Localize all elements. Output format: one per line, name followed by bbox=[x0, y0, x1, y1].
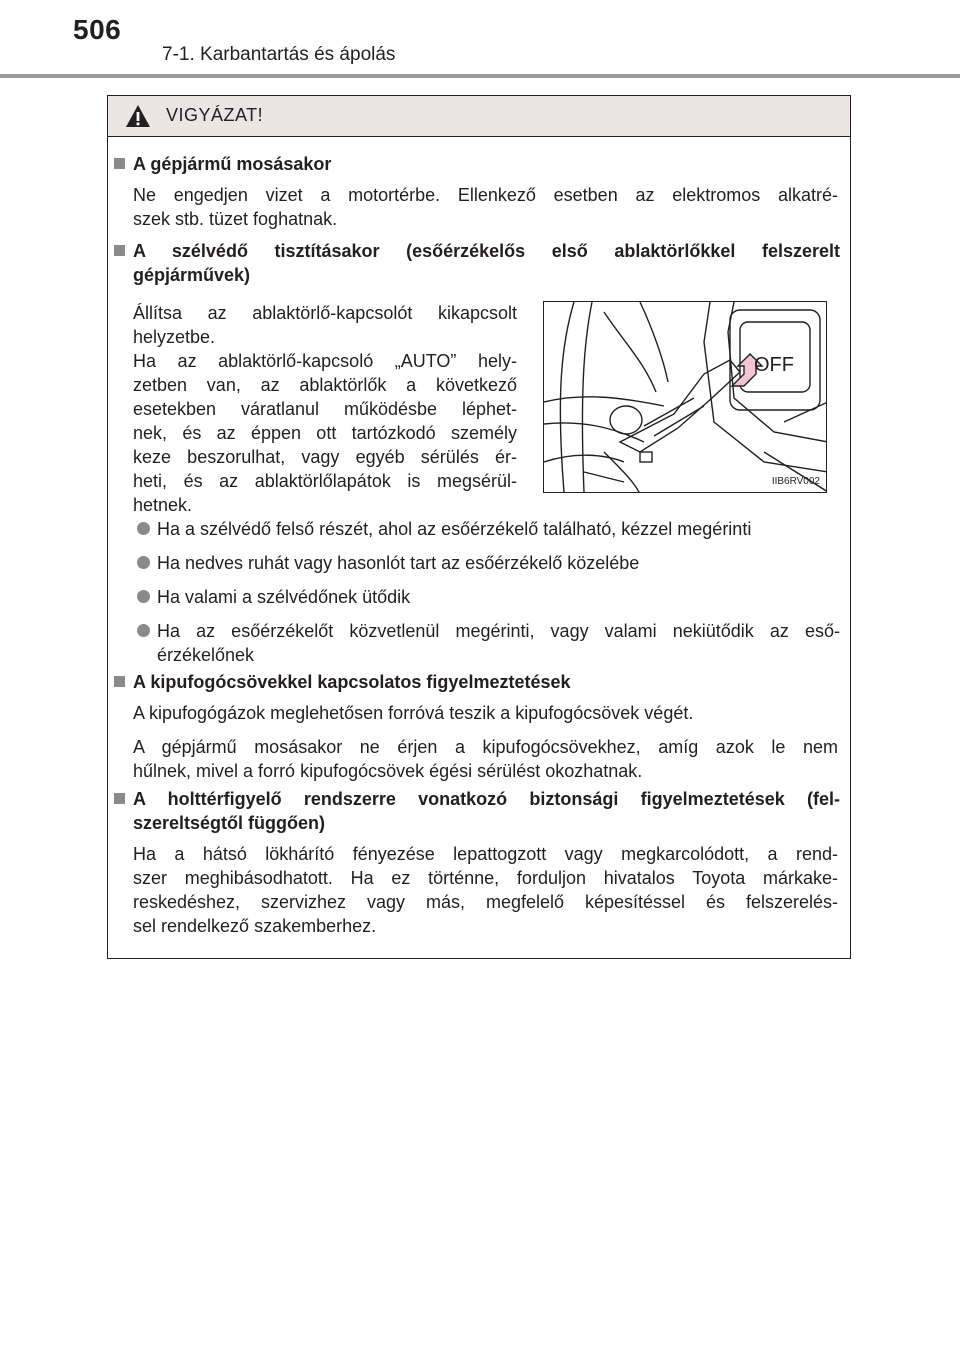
figure-code: IIB6RV002 bbox=[771, 476, 820, 487]
text-line: hűlnek, mivel a forró kipufogócsövek égési sérülést okozhatnak. bbox=[133, 761, 643, 781]
text-line: helyzetbe. bbox=[133, 327, 216, 347]
text-line: A gépjármű mosásakor ne érjen a kipufogócsövekhez, amíg azok le nem bbox=[133, 737, 838, 757]
off-label: OFF bbox=[754, 354, 794, 376]
text-line: heti, és az ablaktörlőlapátok is megsérül- bbox=[133, 471, 517, 491]
text-line: esetekben váratlanul működésbe léphet- bbox=[133, 399, 517, 419]
text-line: Állítsa az ablaktörlő-kapcsolót kikapcsolt bbox=[133, 303, 517, 323]
section-heading: A holttérfigyelő rendszerre vonatkozó biztonsági figyelmeztetések (fel- bbox=[133, 789, 840, 809]
square-bullet-icon bbox=[114, 676, 125, 687]
section-heading: szereltségtől függően) bbox=[133, 813, 326, 833]
page-number: 506 bbox=[73, 14, 122, 45]
bullet-text: Ha valami a szélvédőnek ütődik bbox=[157, 587, 411, 607]
caution-title: VIGYÁZAT! bbox=[166, 105, 264, 125]
text-line: hetnek. bbox=[133, 495, 193, 515]
square-bullet-icon bbox=[114, 793, 125, 804]
bullet-text: érzékelőnek bbox=[157, 645, 255, 665]
text-line: Ha az ablaktörlő-kapcsoló „AUTO” hely- bbox=[133, 351, 517, 371]
round-bullet-icon bbox=[137, 522, 150, 535]
section-heading: gépjárművek) bbox=[133, 265, 251, 285]
text-line: keze beszorulhat, vagy egyéb sérülés ér- bbox=[133, 447, 517, 467]
text-line: sel rendelkező szakemberhez. bbox=[133, 916, 377, 936]
bullet-text: Ha a szélvédő felső részét, ahol az esőérzékelő található, kézzel megérinti bbox=[157, 519, 752, 539]
section-title: 7-1. Karbantartás és ápolás bbox=[162, 44, 396, 65]
section-heading: A kipufogócsövekkel kapcsolatos figyelmeztetések bbox=[133, 672, 571, 692]
header-rule bbox=[0, 74, 960, 78]
text-line: szek stb. tüzet foghatnak. bbox=[133, 209, 338, 229]
caution-header bbox=[108, 96, 850, 137]
text-line: reskedéshez, szervizhez vagy más, megfelelő képesítéssel és felszerelés- bbox=[133, 892, 838, 912]
square-bullet-icon bbox=[114, 245, 125, 256]
steering-column-drawing bbox=[544, 302, 827, 493]
bullet-text: Ha nedves ruhát vagy hasonlót tart az esőérzékelő közelébe bbox=[157, 553, 640, 573]
bullet-text: Ha az esőérzékelőt közvetlenül megérinti, vagy valami nekiütődik az eső- bbox=[157, 621, 840, 641]
text-line: A kipufogógázok meglehetősen forróvá teszik a kipufogócsövek végét. bbox=[133, 703, 694, 723]
text-line: zetben van, az ablaktörlők a következő bbox=[133, 375, 517, 395]
warning-triangle-icon bbox=[125, 104, 151, 128]
round-bullet-icon bbox=[137, 590, 150, 603]
section-heading: A szélvédő tisztításakor (esőérzékelős első ablaktörlőkkel felszerelt bbox=[133, 241, 840, 261]
wiper-switch-illustration bbox=[543, 301, 827, 493]
section-heading: A gépjármű mosásakor bbox=[133, 154, 332, 174]
text-line: szer meghibásodhatott. Ha ez történne, forduljon hivatalos Toyota márkake- bbox=[133, 868, 838, 888]
round-bullet-icon bbox=[137, 624, 150, 637]
square-bullet-icon bbox=[114, 158, 125, 169]
text-line: nek, és az éppen ott tartózkodó személy bbox=[133, 423, 517, 443]
round-bullet-icon bbox=[137, 556, 150, 569]
text-line: Ha a hátsó lökhárító fényezése lepattogzott vagy megkarcolódott, a rend- bbox=[133, 844, 838, 864]
text-line: Ne engedjen vizet a motortérbe. Ellenkező esetben az elektromos alkatré- bbox=[133, 185, 838, 205]
